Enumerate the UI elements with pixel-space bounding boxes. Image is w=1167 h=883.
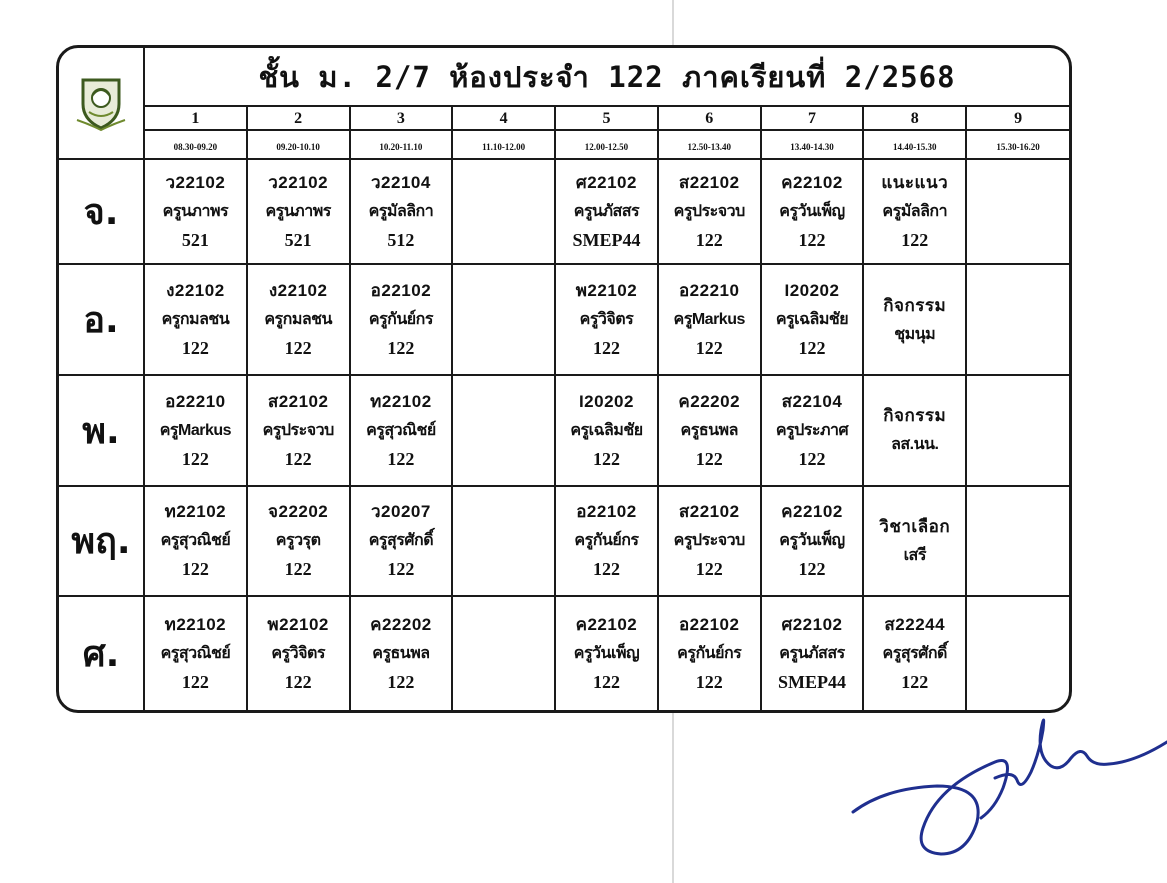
timetable-sheet [56,45,1072,713]
subject-code: พ22102 [575,281,638,301]
room-number: 122 [798,338,826,359]
period-time-text: 14.40-15.30 [892,142,937,153]
signature [845,670,1167,860]
teacher-name: ครูสุรศักดิ์ [882,645,947,663]
period-time [350,130,453,158]
class-cell [452,159,555,265]
teacher-name: ครูธนพล [680,421,738,439]
subject-code: ส22244 [884,615,946,635]
subject-code: อ22102 [678,615,740,635]
period-number-text: 1 [191,110,200,128]
class-cell [658,264,761,375]
period-time [658,130,761,158]
class-cell [247,486,350,597]
room-number: 122 [284,559,312,580]
class-cell [966,159,1069,265]
teacher-name: ครูเฉลิมชัย [775,311,849,329]
subject-code: ส22102 [267,391,329,411]
class-cell [966,264,1069,375]
class-cell [247,596,350,710]
teacher-name: ครูสุวณิชย์ [160,645,231,663]
subject-code: ค22202 [678,391,741,411]
period-number [966,106,1069,130]
room-number: 122 [592,448,620,469]
period-number-text: 3 [396,110,405,128]
period-time-text: 11.10-12.00 [482,142,526,153]
page-title-text: ชั้น ม. 2/7 ห้องประจำ 122 ภาคเรียนที่ 2/2568 [258,59,956,94]
day-label [59,596,144,710]
teacher-name: ครูประภาศ [775,421,849,439]
day-row [59,264,1069,375]
class-cell [144,375,247,486]
room-number: 122 [181,338,209,359]
subject-code: อ22102 [370,281,432,301]
class-cell [555,375,658,486]
class-cell [350,264,453,375]
room-number: 122 [181,448,209,469]
class-cell [452,375,555,486]
class-cell [761,159,864,265]
subject-code: ว20207 [371,502,431,522]
room-number: 122 [695,559,723,580]
subject-code: ว22102 [165,172,226,192]
teacher-name: ครูธนพล [372,645,430,663]
room-number: 122 [695,338,723,359]
class-cell [144,596,247,710]
school-crest-icon [75,74,127,132]
teacher-name: ครูกันย์กร [677,645,742,663]
period-number [452,106,555,130]
teacher-name: ครูวันเพ็ญ [573,645,640,663]
period-time-text: 08.30-09.20 [173,142,218,153]
subject-code: แนะแนว [881,172,949,192]
day-label-text: พ. [82,410,120,452]
class-cell [350,596,453,710]
room-number: 122 [284,672,312,693]
teacher-name: ครูประจวบ [262,421,334,439]
subject-code: ค22102 [781,172,843,192]
class-cell [350,159,453,265]
subject-code: ง22102 [166,281,225,301]
class-cell [452,596,555,710]
subject-code: ท22102 [370,391,432,411]
class-cell [555,264,658,375]
day-label-text: พฤ. [71,521,131,563]
class-cell [452,264,555,375]
subject-code: พ22102 [267,615,329,635]
teacher-name: ครูประจวบ [673,202,745,220]
teacher-name: ชุมนุม [894,325,936,343]
class-cell [555,159,658,265]
subject-code: ส22104 [781,391,843,411]
class-cell [658,486,761,597]
room-number: SMEP44 [777,672,846,693]
period-time-text: 12.00-12.50 [584,142,629,153]
day-label-text: อ. [83,300,119,342]
subject-code: ค22102 [575,615,638,635]
period-time [144,130,247,158]
room-number: 122 [901,672,929,693]
subject-code: ค22202 [370,615,432,635]
subject-code: ท22102 [164,502,227,522]
room-number: 122 [387,672,415,693]
class-cell [658,375,761,486]
room-number: 122 [695,229,723,250]
class-cell [350,486,453,597]
teacher-name: ครูMarkus [159,421,232,439]
subject-code: อ22210 [678,281,740,301]
class-cell [863,486,966,597]
period-time [555,130,658,158]
teacher-name: ครูเฉลิมชัย [570,421,643,439]
class-cell [247,264,350,375]
teacher-name: ครูวรุต [275,532,321,550]
subject-code: อ22210 [165,391,226,411]
room-number: 122 [592,672,620,693]
class-cell [863,264,966,375]
subject-code: อ22102 [576,502,637,522]
period-number [863,106,966,130]
teacher-name: ครูนภัสสร [779,645,845,663]
teacher-name: ครูมัลลิกา [882,202,948,220]
room-number: 122 [901,229,929,250]
room-number: 122 [798,448,826,469]
period-time [761,130,864,158]
class-cell [863,375,966,486]
teacher-name: ครูกันย์กร [574,532,639,550]
subject-code: ท22102 [164,615,227,635]
teacher-name: ครูกมลชน [161,311,230,329]
class-cell [658,596,761,710]
class-cell [658,159,761,265]
period-number [761,106,864,130]
day-row [59,375,1069,486]
teacher-name: ครูวิจิตร [271,645,325,663]
class-cell [144,264,247,375]
room-number: 122 [798,229,826,250]
subject-code: จ22202 [268,502,329,522]
teacher-name: ครูสุวณิชย์ [160,532,231,550]
period-number-text: 5 [602,110,611,128]
timetable [59,48,1069,710]
period-time-text: 10.20-11.10 [379,142,423,153]
day-label [59,264,144,375]
period-time-text: 13.40-14.30 [790,142,834,153]
class-cell [863,159,966,265]
subject-code: ส22102 [678,502,740,522]
logo-cell [59,48,144,159]
teacher-name: ครูวันเพ็ญ [779,202,845,220]
period-number [247,106,350,130]
period-number-text: 2 [294,110,303,128]
period-number [658,106,761,130]
subject-code: ง22102 [268,281,328,301]
room-number: 122 [798,559,826,580]
period-time-text: 12.50-13.40 [687,142,731,153]
room-number: 512 [387,229,415,250]
period-number-text: 4 [499,110,508,128]
room-number: 122 [695,672,723,693]
room-number: 122 [284,338,312,359]
period-time [863,130,966,158]
class-cell [247,375,350,486]
period-number [144,106,247,130]
teacher-name: ครูกันย์กร [368,311,433,329]
room-number: 122 [387,448,415,469]
teacher-name: เสรี [903,546,926,564]
subject-code: ส22102 [678,172,740,192]
subject-code: ศ22102 [575,172,637,192]
class-cell [555,596,658,710]
day-label-text: จ. [83,191,119,233]
teacher-name: ครูวันเพ็ญ [779,532,845,550]
room-number: 521 [181,229,209,250]
class-cell [144,159,247,265]
day-row [59,486,1069,597]
class-cell [144,486,247,597]
subject-code: ค22102 [781,502,843,522]
room-number: 122 [387,338,415,359]
subject-code: กิจกรรม [883,295,947,315]
room-number: 122 [387,559,415,580]
subject-code: I20202 [784,281,840,301]
room-number: 521 [284,229,312,250]
class-cell [761,375,864,486]
subject-code: ศ22102 [781,615,843,635]
teacher-name: ครูมัลลิกา [368,202,434,220]
class-cell [247,159,350,265]
period-time-text: 15.30-16.20 [996,142,1040,153]
period-number-text: 6 [705,110,714,128]
teacher-name: ครูMarkus [673,311,745,329]
page-title [144,48,1069,106]
day-row [59,159,1069,265]
teacher-name: ครูนภาพร [265,202,331,220]
room-number: 122 [695,448,723,469]
day-label-text: ศ. [82,634,120,676]
day-label [59,159,144,265]
subject-code: I20202 [578,391,634,411]
class-cell [452,486,555,597]
room-number: 122 [592,338,620,359]
class-cell [966,486,1069,597]
room-number: 122 [181,672,209,693]
day-label [59,375,144,486]
room-number: 122 [592,559,620,580]
period-time [452,130,555,158]
period-number [555,106,658,130]
period-number [350,106,453,130]
teacher-name: ครูนภาพร [162,202,229,220]
period-number-text: 8 [910,110,919,128]
class-cell [761,486,864,597]
subject-code: กิจกรรม [883,406,947,426]
period-time [966,130,1069,158]
period-number-text: 9 [1014,110,1023,128]
teacher-name: ครูสุรศักดิ์ [368,532,434,550]
class-cell [555,486,658,597]
period-number-text: 7 [807,110,816,128]
teacher-name: ครูวิจิตร [579,311,634,329]
teacher-name: ครูนภัสสร [573,202,640,220]
class-cell [966,375,1069,486]
subject-code: ว22102 [268,172,329,192]
room-number: 122 [181,559,209,580]
day-label [59,486,144,597]
room-number: 122 [284,448,312,469]
class-cell [350,375,453,486]
teacher-name: ลส.นน. [891,436,939,454]
period-time-text: 09.20-10.10 [276,142,320,153]
teacher-name: ครูกมลชน [264,311,332,329]
class-cell [761,264,864,375]
subject-code: ว22104 [371,172,431,192]
period-time [247,130,350,158]
subject-code: วิชาเลือก [879,516,951,536]
teacher-name: ครูประจวบ [673,532,745,550]
teacher-name: ครูสุวณิชย์ [366,421,436,439]
room-number: SMEP44 [572,229,641,250]
